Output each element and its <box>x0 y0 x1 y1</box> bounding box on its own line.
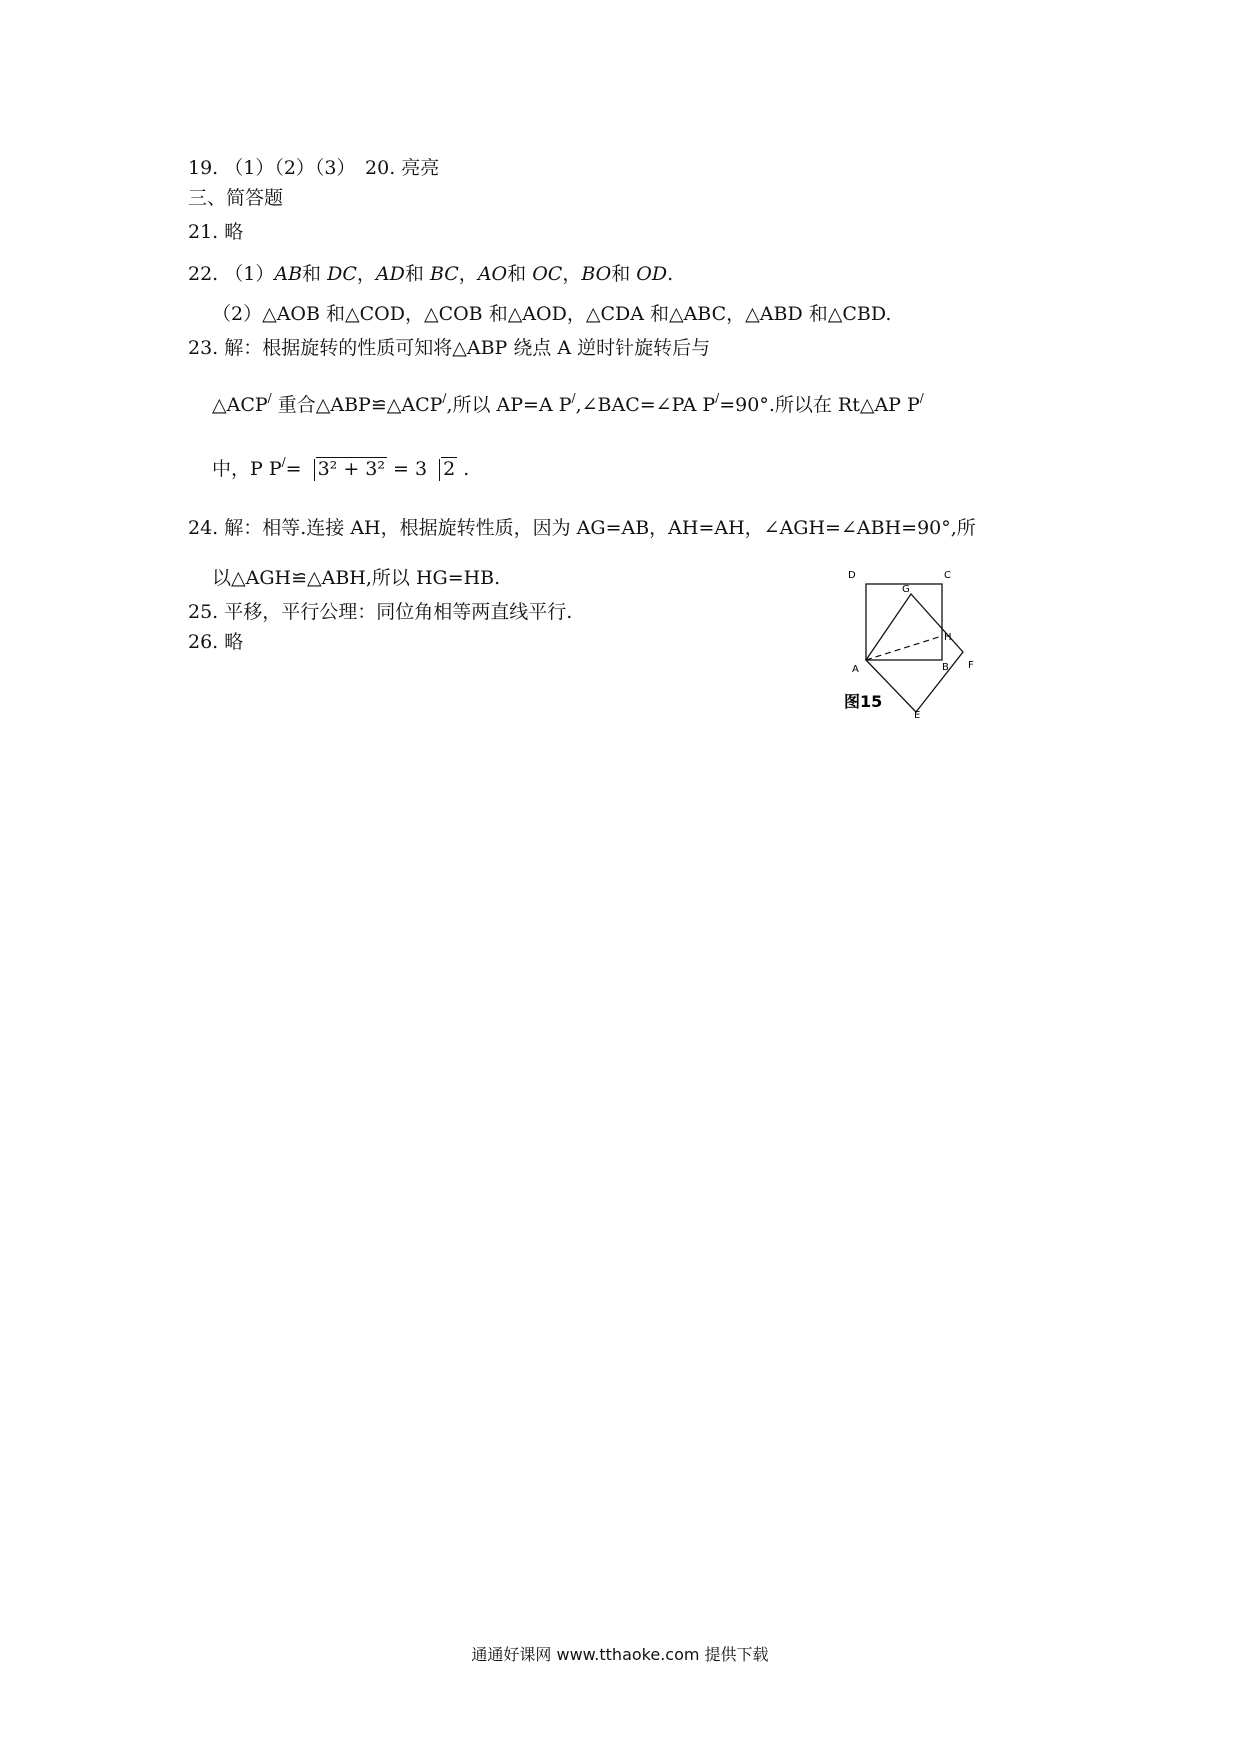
figure-caption: 图15 <box>844 692 883 711</box>
answer-23-line1: 23. 解：根据旋转的性质可知将△ABP 绕点 A 逆时针旋转后与 <box>188 337 711 359</box>
answer-25: 25. 平移，平行公理：同位角相等两直线平行. <box>188 601 573 623</box>
square-abcd <box>866 584 942 660</box>
answer-19-20: 19. （1）（2）（3） 20. 亮亮 <box>188 157 440 179</box>
sqrt-two: 2 <box>427 457 457 481</box>
label-d: D <box>848 570 856 581</box>
answer-21: 21. 略 <box>188 221 244 243</box>
label-h: H <box>944 632 952 643</box>
answer-24-line1: 24. 解：相等.连接 AH，根据旋转性质，因为 AG=AB，AH=AH，∠AGH=∠ABH=90°,所 <box>188 517 976 539</box>
answer-23-line2: △ACP/ 重合△ABP≌△ACP/,所以 AP=A P/,∠BAC=∠PA P/=90°.所以在 Rt△AP P/ <box>212 391 924 416</box>
dashed-line-ah <box>866 636 942 660</box>
figure-15-diagram <box>830 560 1010 720</box>
answer-26: 26. 略 <box>188 631 244 653</box>
label-b: B <box>942 662 949 673</box>
answer-22-part1: 22. （1）AB和 DC，AD和 BC，AO和 OC，BO和 OD. <box>188 263 674 285</box>
label-f: F <box>968 660 974 671</box>
answer-24-line2: 以△AGH≌△ABH,所以 HG=HB. <box>212 567 501 589</box>
sqrt-expression: 3² + 3² <box>302 457 387 481</box>
label-g: G <box>902 584 910 595</box>
label-c: C <box>944 570 951 581</box>
answer-22-part2: （2）△AOB 和△COD，△COB 和△AOD，△CDA 和△ABC，△ABD 和△CBD. <box>212 303 892 325</box>
page-footer: 通通好课网 www.tthaoke.com 提供下载 <box>471 1645 769 1664</box>
label-a: A <box>852 664 859 675</box>
section-heading-short-answer: 三、简答题 <box>188 187 284 209</box>
label-e: E <box>914 710 921 720</box>
answer-23-line3: 中，P P/= 3² + 3² = 3 2 . <box>212 455 470 480</box>
